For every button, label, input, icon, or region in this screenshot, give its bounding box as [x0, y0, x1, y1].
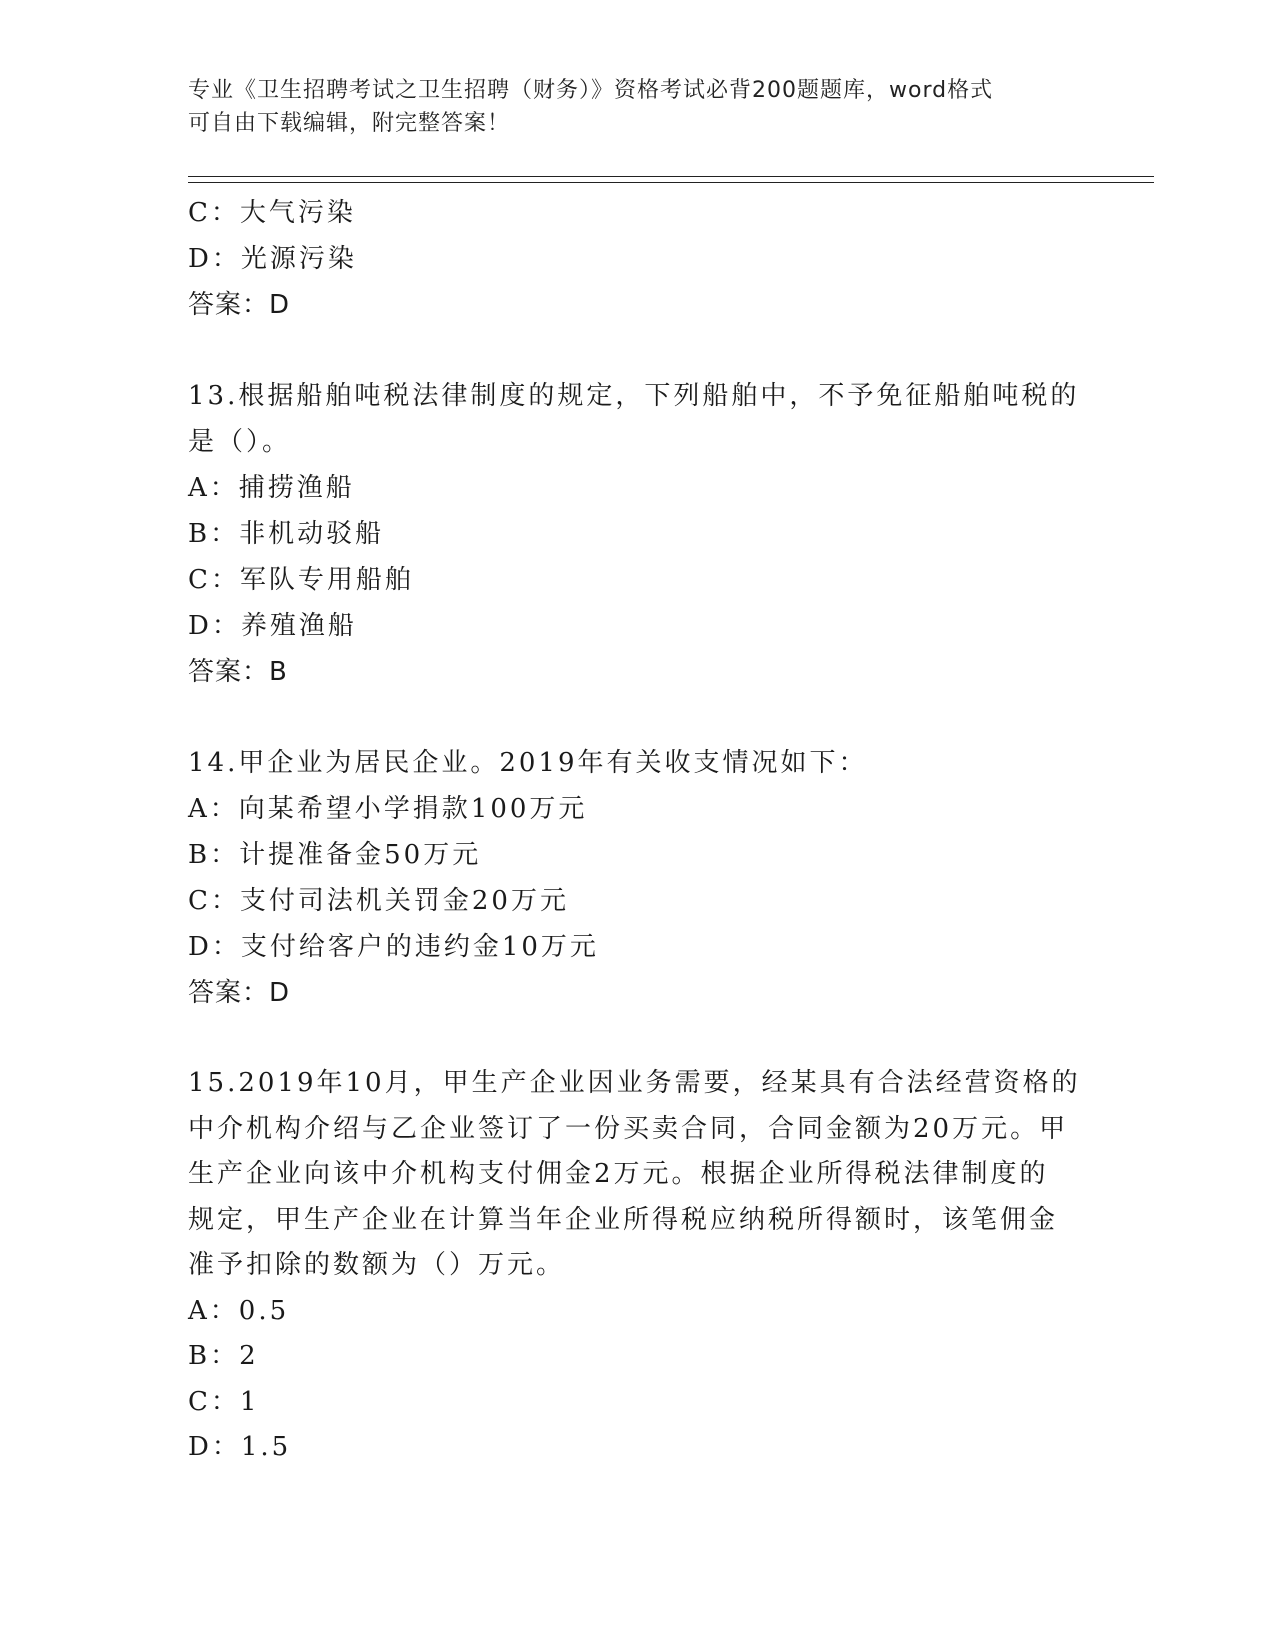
header-line-2: 可自由下载编辑，附完整答案！	[188, 111, 511, 136]
option-d: D：1.5	[188, 1432, 292, 1462]
option-c: C：大气污染	[188, 198, 356, 228]
question-text: 生产企业向该中介机构支付佣金2万元。根据企业所得税法律制度的	[188, 1159, 1049, 1189]
option-d: D：养殖渔船	[188, 611, 357, 641]
option-b: B：非机动驳船	[188, 519, 385, 549]
header-rule-bottom	[188, 182, 1154, 183]
question-text: 是（）。	[188, 427, 292, 457]
option-a: A：0.5	[188, 1295, 290, 1326]
question-list	[188, 190, 1088, 1471]
option-b: B：2	[188, 1341, 259, 1371]
question-15	[188, 1061, 1088, 1471]
question-text: 14.甲企业为居民企业。2019年有关收支情况如下：	[188, 748, 868, 778]
question-14	[188, 740, 1088, 1016]
answer: 答案：D	[188, 290, 291, 320]
option-a: A：向某希望小学捐款100万元	[188, 794, 588, 824]
header-line-1: 专业《卫生招聘考试之卫生招聘（财务）》资格考试必背200题题库，word格式	[188, 78, 994, 103]
option-c: C：支付司法机关罚金20万元	[188, 886, 569, 916]
option-a: A：捕捞渔船	[188, 473, 355, 503]
option-b: B：计提准备金50万元	[188, 840, 482, 870]
question-12-fragment	[188, 190, 1088, 328]
answer: 答案：B	[188, 657, 288, 687]
option-d: D：支付给客户的违约金10万元	[188, 932, 599, 962]
question-text: 13.根据船舶吨税法律制度的规定，下列船舶中，不予免征船舶吨税的	[188, 381, 1080, 411]
spacer	[188, 328, 1088, 373]
option-c: C：1	[188, 1386, 260, 1417]
question-text: 中介机构介绍与乙企业签订了一份买卖合同，合同金额为20万元。甲	[188, 1113, 1069, 1144]
question-text: 15.2019年10月，甲生产企业因业务需要，经某具有合法经营资格的	[188, 1068, 1081, 1098]
header-rule-top	[188, 176, 1154, 177]
option-d: D：光源污染	[188, 244, 357, 274]
question-text: 规定，甲生产企业在计算当年企业所得税应纳税所得额时，该笔佣金	[188, 1204, 1059, 1235]
question-13	[188, 373, 1088, 695]
spacer	[188, 695, 1088, 740]
question-text: 准予扣除的数额为（）万元。	[188, 1250, 566, 1280]
spacer	[188, 1016, 1088, 1061]
answer: 答案：D	[188, 978, 291, 1008]
document-header	[188, 74, 1068, 140]
option-c: C：军队专用船舶	[188, 565, 414, 595]
